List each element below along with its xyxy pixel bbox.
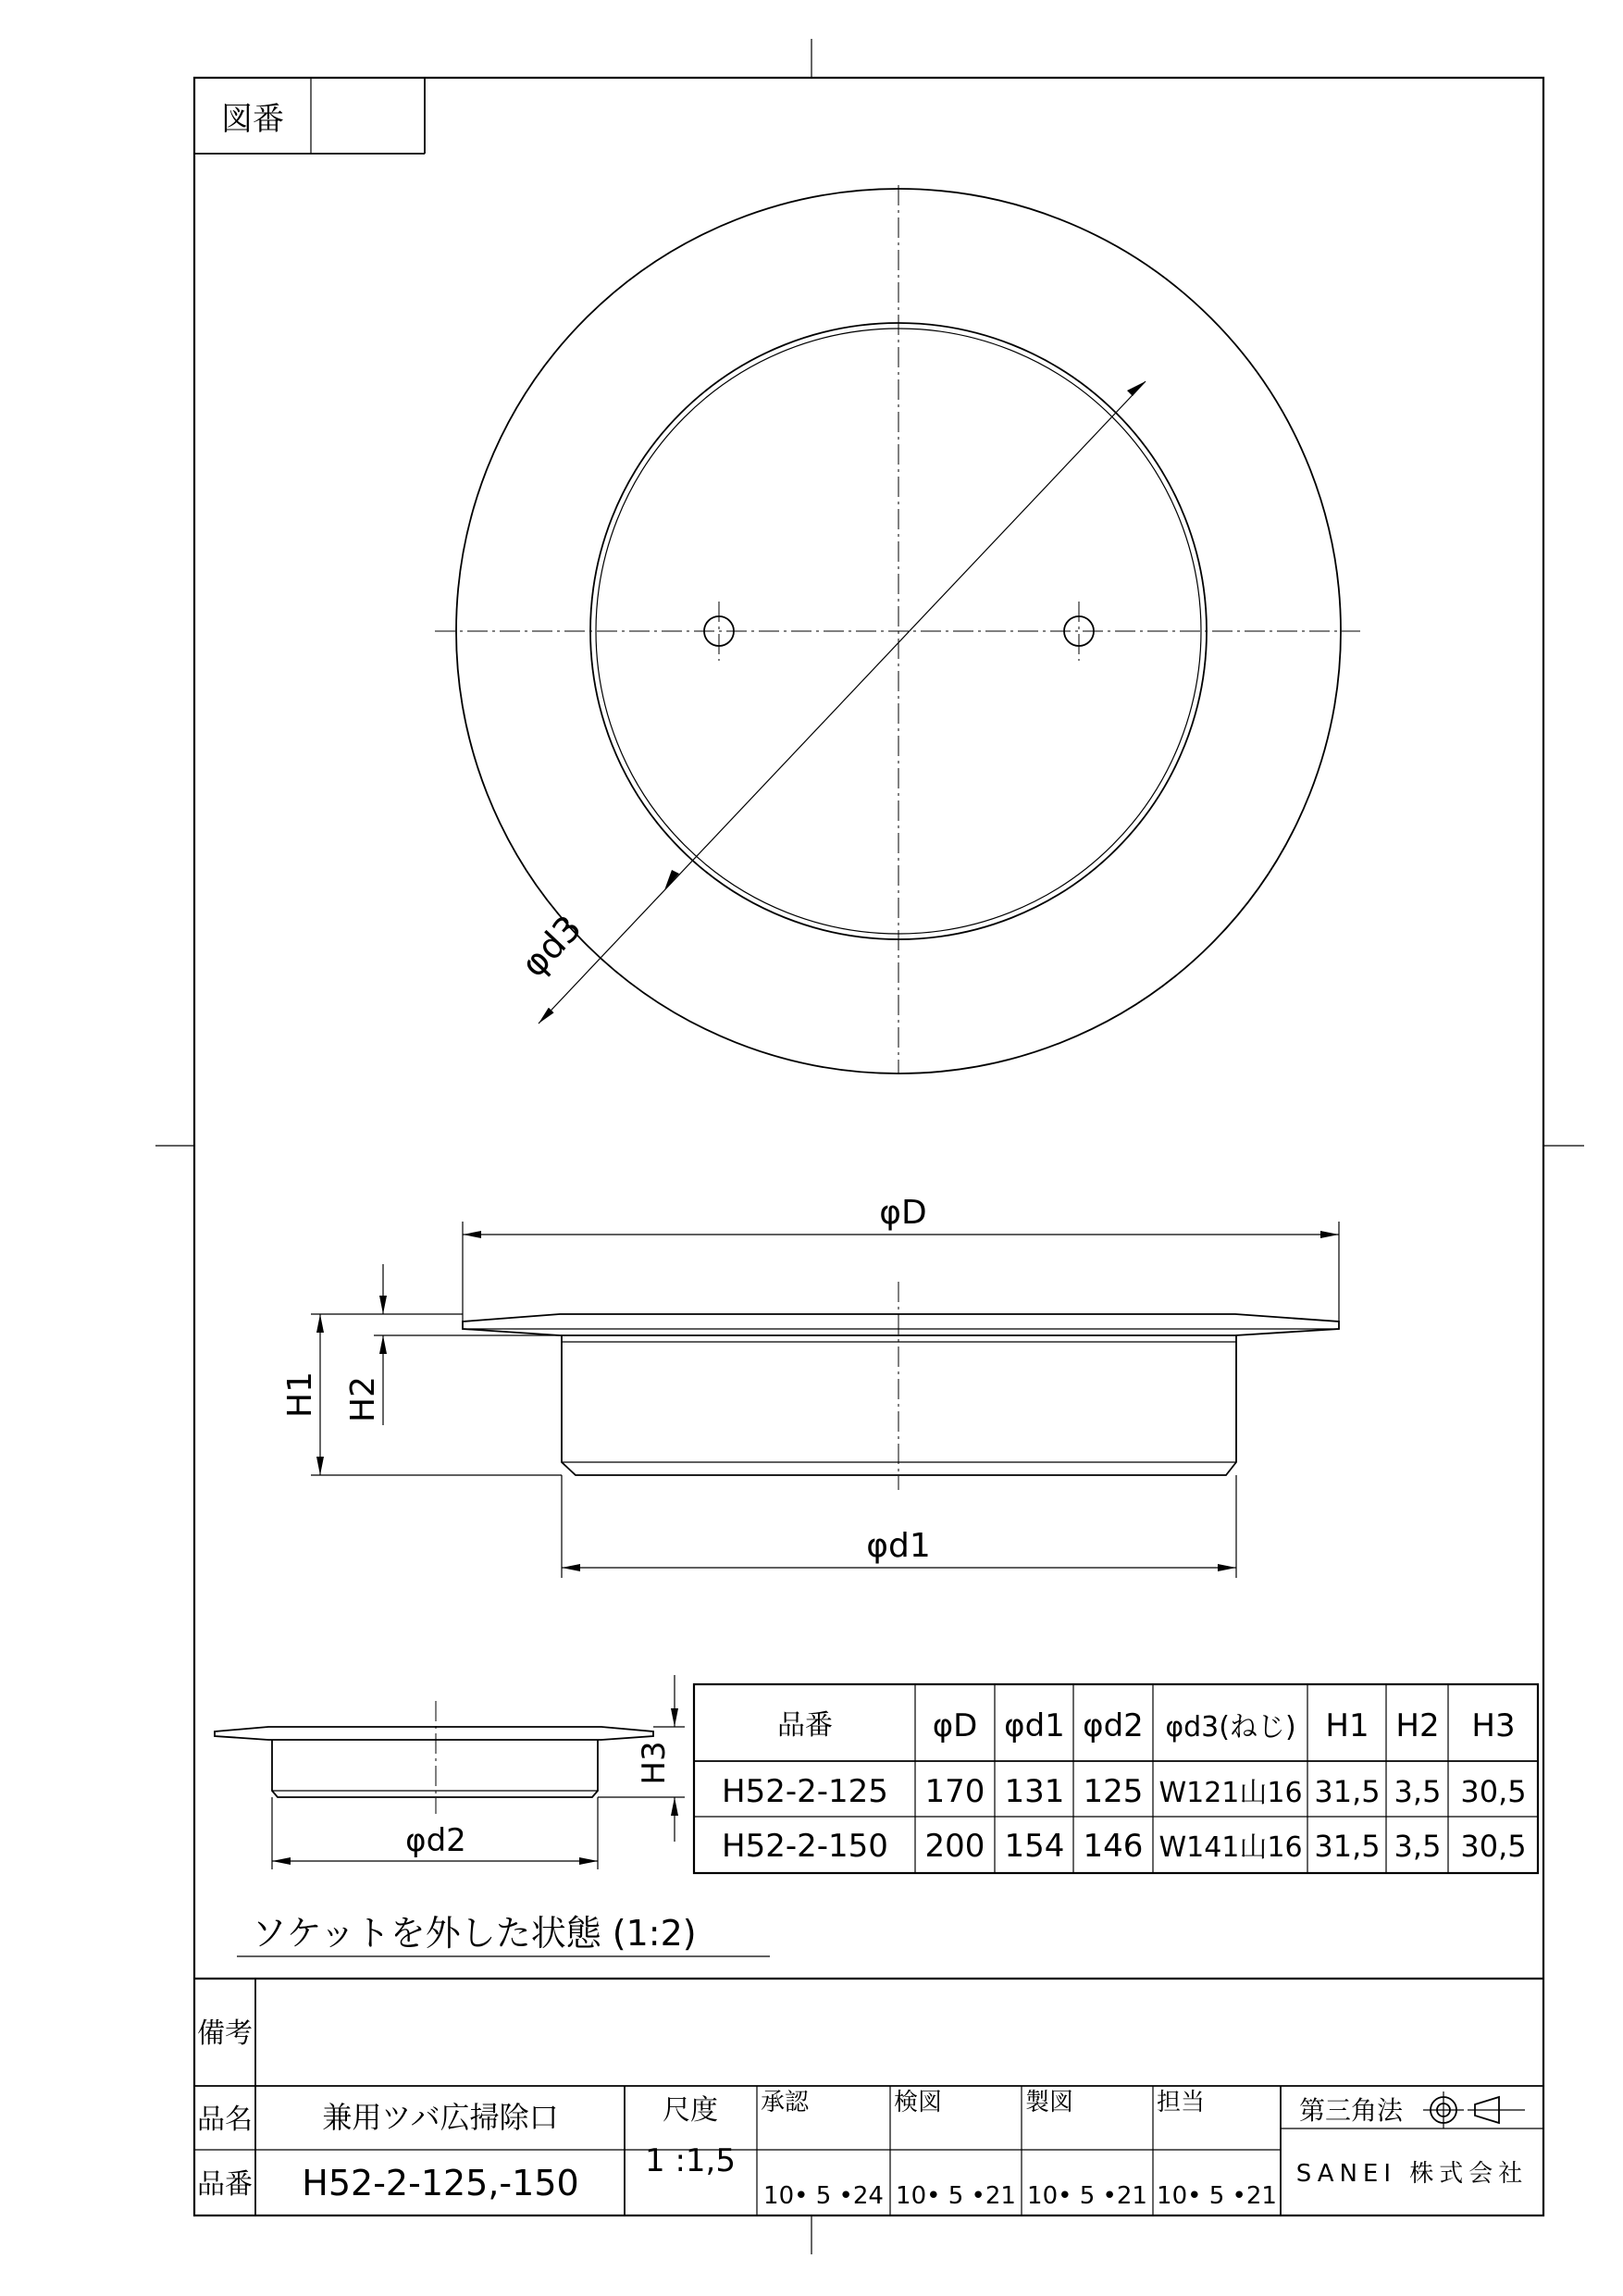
H3-label: H3 (636, 1741, 673, 1785)
drawing-number-label: 図番 (221, 101, 284, 138)
detail-flange (215, 1727, 653, 1740)
company-name: SANEI 株式会社 (1295, 2160, 1529, 2188)
title-block (194, 1979, 1543, 2215)
projection-label: 第三角法 (1299, 2095, 1404, 2126)
table-cell: 3,5 (1394, 1829, 1442, 1864)
third-angle-projection-icon (1423, 2091, 1525, 2128)
table-cell: 131 (1004, 1773, 1065, 1810)
d1-label: φd1 (866, 1527, 931, 1565)
H1-label: H1 (281, 1371, 319, 1418)
table-header-H2: H2 (1395, 1707, 1440, 1744)
draft-date: 10• 5 •21 (1027, 2182, 1147, 2210)
detail-body (272, 1740, 598, 1797)
charge-label: 担当 (1157, 2089, 1206, 2116)
d2-label: φd2 (405, 1822, 466, 1859)
table-cell: 30,5 (1460, 1774, 1527, 1809)
table-header-H1: H1 (1325, 1707, 1369, 1744)
product-no: H52-2-125,-150 (302, 2163, 579, 2203)
spec-table (694, 1684, 1538, 1873)
table-cell: W141山16 (1158, 1831, 1303, 1864)
table-header-H3: H3 (1471, 1707, 1516, 1744)
table-cell: 200 (924, 1828, 985, 1865)
table-cell: 30,5 (1460, 1829, 1527, 1864)
top-view (435, 185, 1360, 1074)
remarks-label: 備考 (197, 2017, 253, 2050)
table-header-d2: φd2 (1083, 1707, 1144, 1744)
drawing-border (194, 78, 1543, 2215)
check-date: 10• 5 •21 (896, 2182, 1016, 2210)
table-header-product-no: 品番 (777, 1709, 833, 1742)
table-cell: 146 (1083, 1828, 1144, 1865)
product-no-label: 品番 (197, 2168, 253, 2201)
product-name: 兼用ツバ広掃除口 (322, 2100, 559, 2135)
scale-label: 尺度 (663, 2094, 718, 2127)
table-cell: 154 (1004, 1828, 1065, 1865)
check-label: 検図 (894, 2089, 943, 2116)
table-cell: H52-2-150 (722, 1828, 888, 1865)
table-header-d1: φd1 (1004, 1707, 1065, 1744)
H2-label: H2 (344, 1376, 382, 1422)
table-cell: 125 (1083, 1773, 1144, 1810)
table-header-d3: φd3(ねじ) (1165, 1711, 1296, 1744)
table-header-D: φD (932, 1707, 978, 1744)
scale-value: 1 :1,5 (645, 2142, 736, 2179)
side-view (281, 1194, 1339, 1578)
flange-profile (463, 1314, 1339, 1335)
d3-label: φd3 (513, 907, 589, 986)
charge-date: 10• 5 •21 (1157, 2182, 1277, 2210)
detail-caption: ソケットを外した状態 (1:2) (252, 1913, 697, 1954)
d3-dimension-line (539, 381, 1146, 1024)
draft-label: 製図 (1025, 2089, 1074, 2116)
table-cell: W121山16 (1158, 1777, 1303, 1809)
table-cell: 31,5 (1314, 1829, 1381, 1864)
detail-view (215, 1675, 770, 1956)
table-cell: 170 (924, 1773, 985, 1810)
product-name-label: 品名 (197, 2104, 253, 2136)
approval-label: 承認 (761, 2089, 810, 2116)
drawing-number-box (194, 78, 425, 154)
table-cell: H52-2-125 (722, 1773, 888, 1810)
D-label: φD (879, 1194, 927, 1232)
approval-date: 10• 5 •24 (763, 2182, 884, 2210)
table-cell: 31,5 (1314, 1774, 1381, 1809)
table-cell: 3,5 (1394, 1774, 1442, 1809)
